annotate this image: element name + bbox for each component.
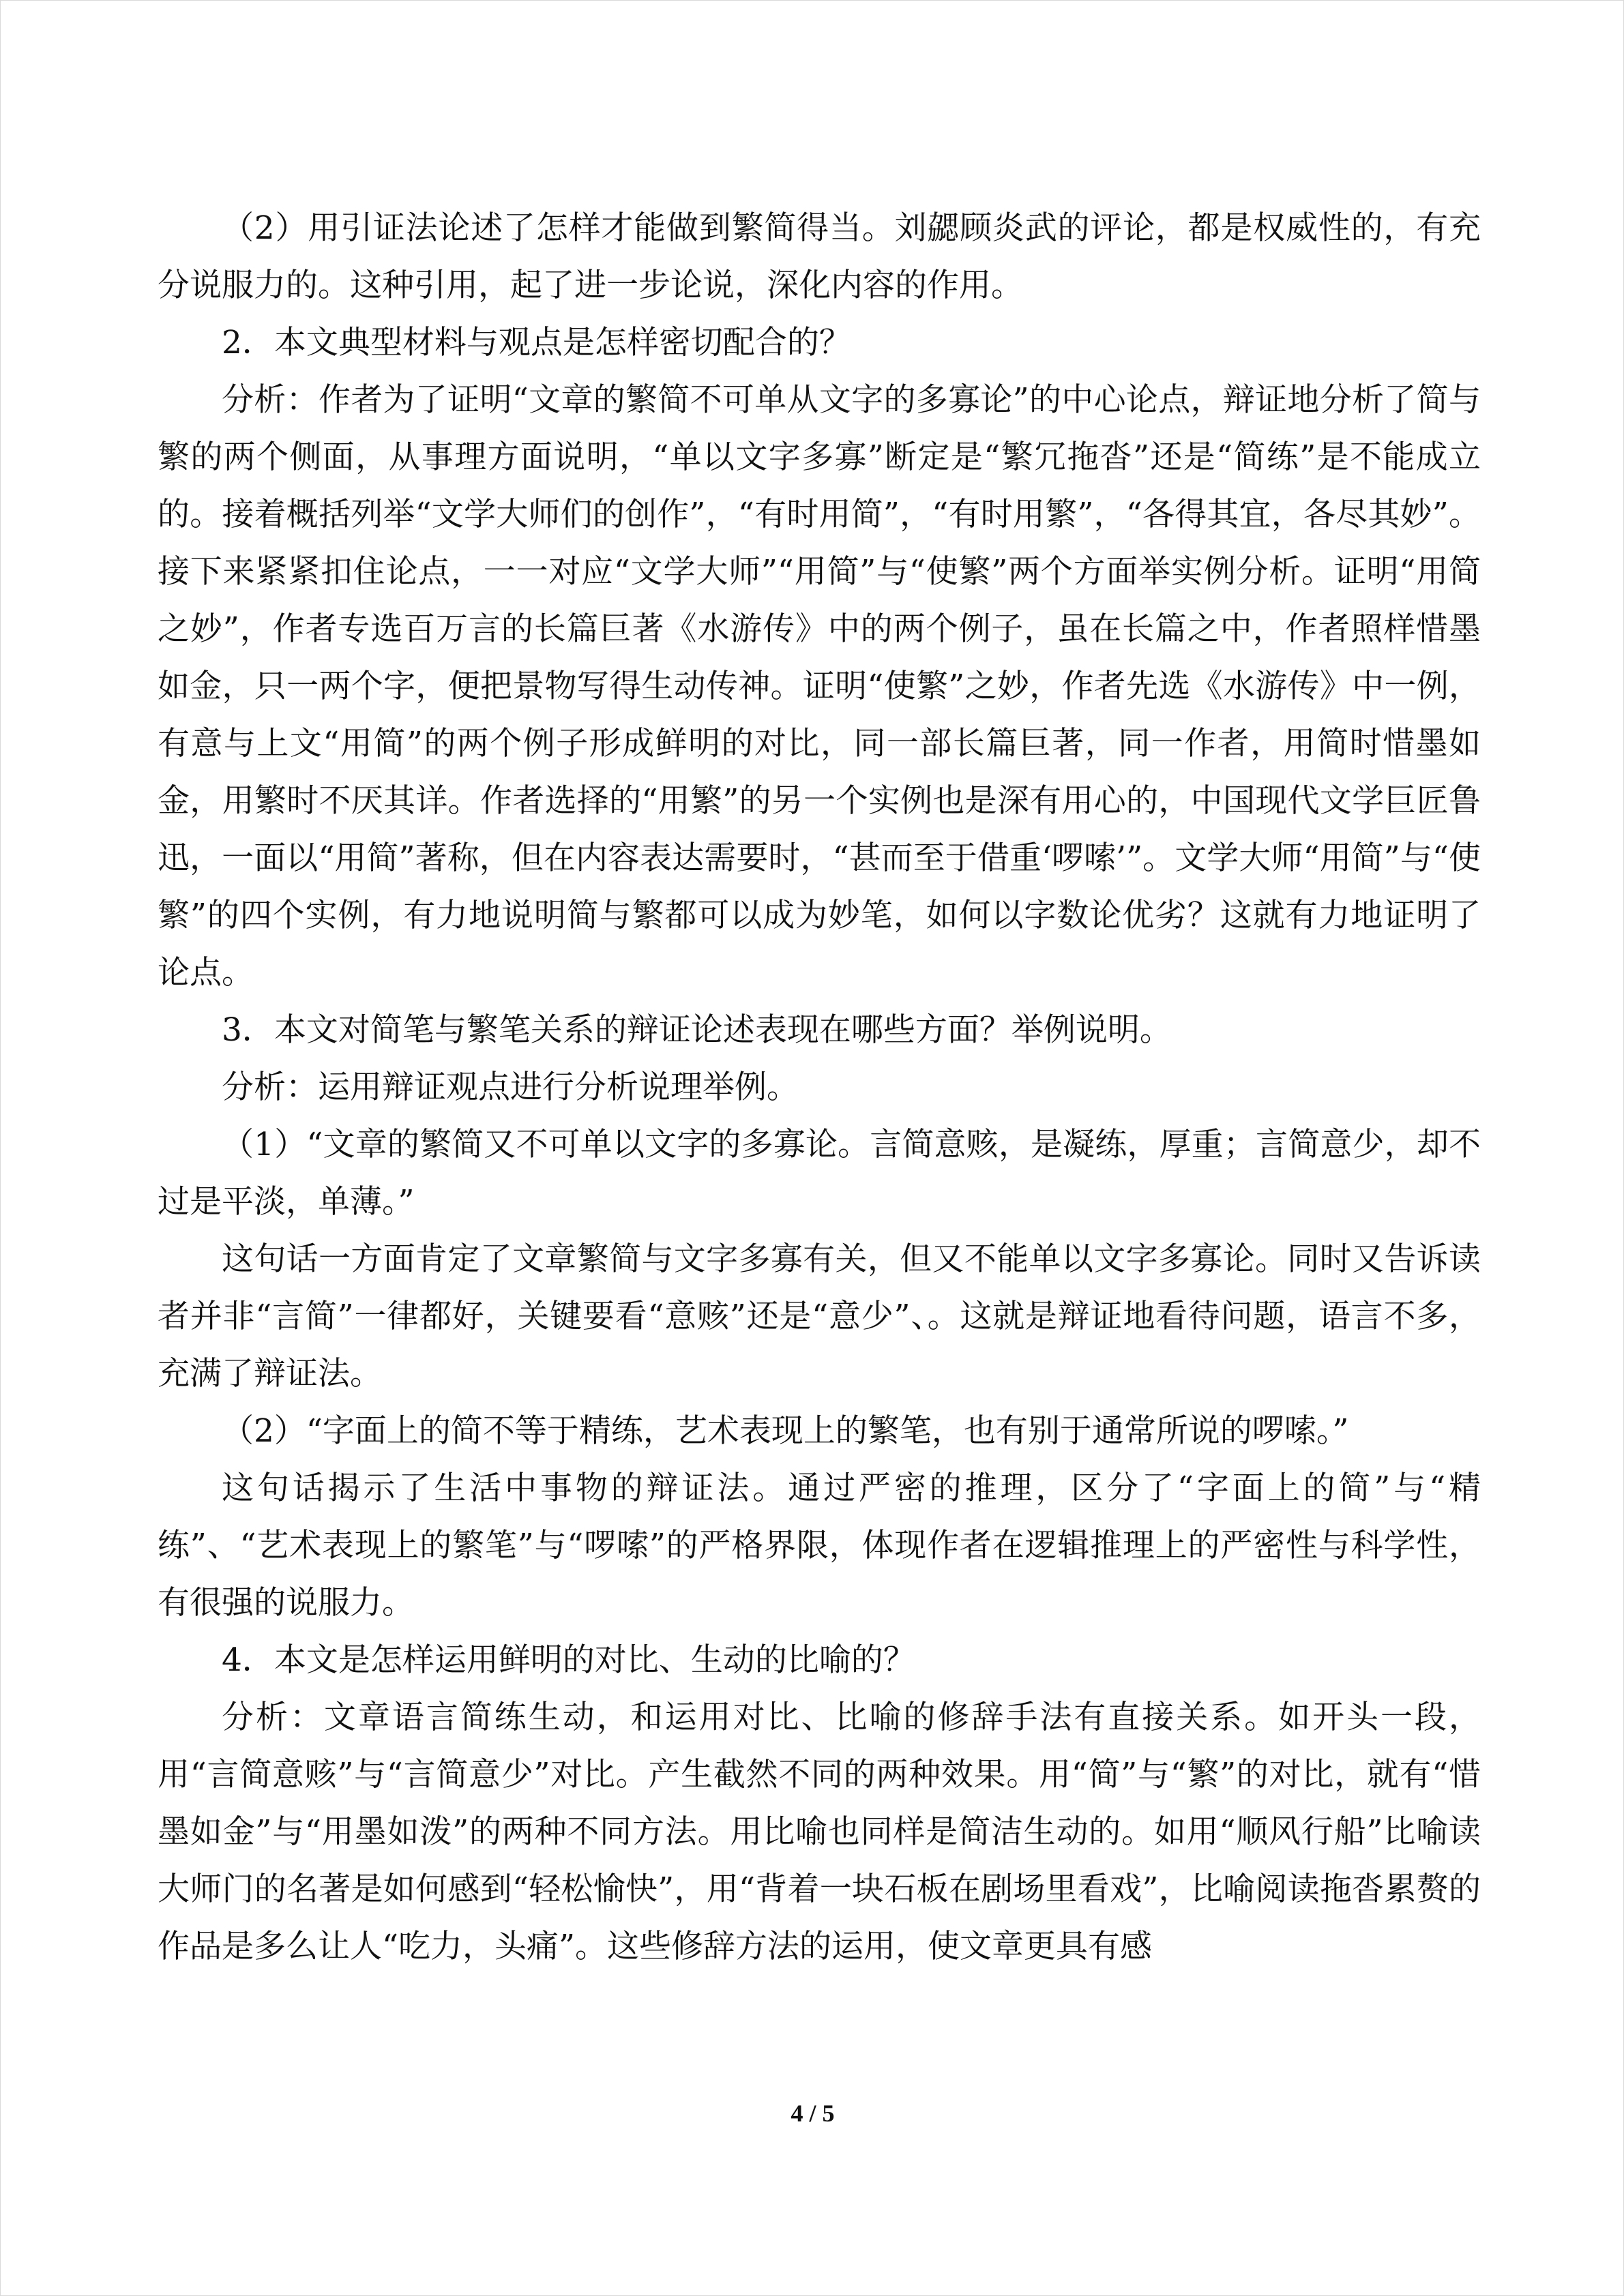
analysis-3-point-2-explanation: 这句话揭示了生活中事物的辩证法。通过严密的推理，区分了“字面上的简”与“精练”、“艺术表现上的繁笔”与“啰嗦”的严格界限，体现作者在逻辑推理上的严密性与科学性，有很强的说服力。 [158,1470,1481,1622]
analysis-3-point-2-quote: （2）“字面上的简不等于精练，艺术表现上的繁笔，也有别于通常所说的啰嗦。” [222,1412,1349,1450]
analysis-4: 分析：文章语言简练生动，和运用对比、比喻的修辞手法有直接关系。如开头一段，用“言简意赅”与“言简意少”对比。产生截然不同的两种效果。用“简”与“繁”的对比，就有“惜墨如金”与“用墨如泼”的两种不同方法。用比喻也同样是简洁生动的。如用“顺风行船”比喻读大师门的名著是如何感到“轻松愉快”，用“背着一块石板在剧场里看戏”，比喻阅读拖沓累赘的作品是多么让人“吃力，头痛”。这些修辞方法的运用，使文章更具有感 [158,1699,1481,1965]
question-4: 4．本文是怎样运用鲜明的对比、生动的比喻的？ [222,1641,915,1679]
analysis-3-point-1-quote: （1）“文章的繁简又不可单以文字的多寡论。言简意赅，是凝练，厚重；言简意少，却不过是平淡，单薄。” [158,1126,1481,1221]
analysis-3-point-1-explanation: 这句话一方面肯定了文章繁简与文字多寡有关，但又不能单以文字多寡论。同时又告诉读者并非“言简”一律都好，关键要看“意赅”还是“意少”、。这就是辩证地看待问题，语言不多，充满了辩证法。 [158,1240,1481,1392]
paragraph-1: （2）用引证法论述了怎样才能做到繁简得当。刘勰顾炎武的评论，都是权威性的，有充分说服力的。这种引用，起了进一步论说，深化内容的作用。 [158,209,1481,304]
question-3: 3．本文对简笔与繁笔关系的辩证论述表现在哪些方面？举例说明。 [222,1011,1172,1049]
analysis-3-intro: 分析：运用辩证观点进行分析说理举例。 [222,1069,799,1106]
question-2: 2．本文典型材料与观点是怎样密切配合的？ [222,324,851,361]
analysis-2: 分析：作者为了证明“文章的繁简不可单从文字的多寡论”的中心论点，辩证地分析了简与繁的两个侧面，从事理方面说明，“单以文字多寡”断定是“繁冗拖沓”还是“简练”是不能成立的。接着概括列举“文学大师们的创作”，“有时用简”，“有时用繁”，“各得其宜，各尽其妙”。接下来紧紧扣住论点，一一对应“文学大师”“用简”与“使繁”两个方面举实例分析。证明“用简之妙”，作者专选百万言的长篇巨著《水游传》中的两个例子，虽在长篇之中，作者照样惜墨如金，只一两个字，便把景物写得生动传神。证明“使繁”之妙，作者先选《水游传》中一例，有意与上文“用简”的两个例子形成鲜明的对比，同一部长篇巨著，同一作者，用简时惜墨如金，用繁时不厌其详。作者选择的“用繁”的另一个实例也是深有用心的，中国现代文学巨匠鲁迅，一面以“用简”著称，但在内容表达需要时，“甚而至于借重‘啰嗦’”。文学大师“用简”与“使繁”的四个实例，有力地说明简与繁都可以成为妙笔，如何以字数论优劣？这就有力地证明了论点。 [158,381,1481,992]
page-number: 4 / 5 [791,2100,835,2127]
document-body [158,200,1481,1976]
